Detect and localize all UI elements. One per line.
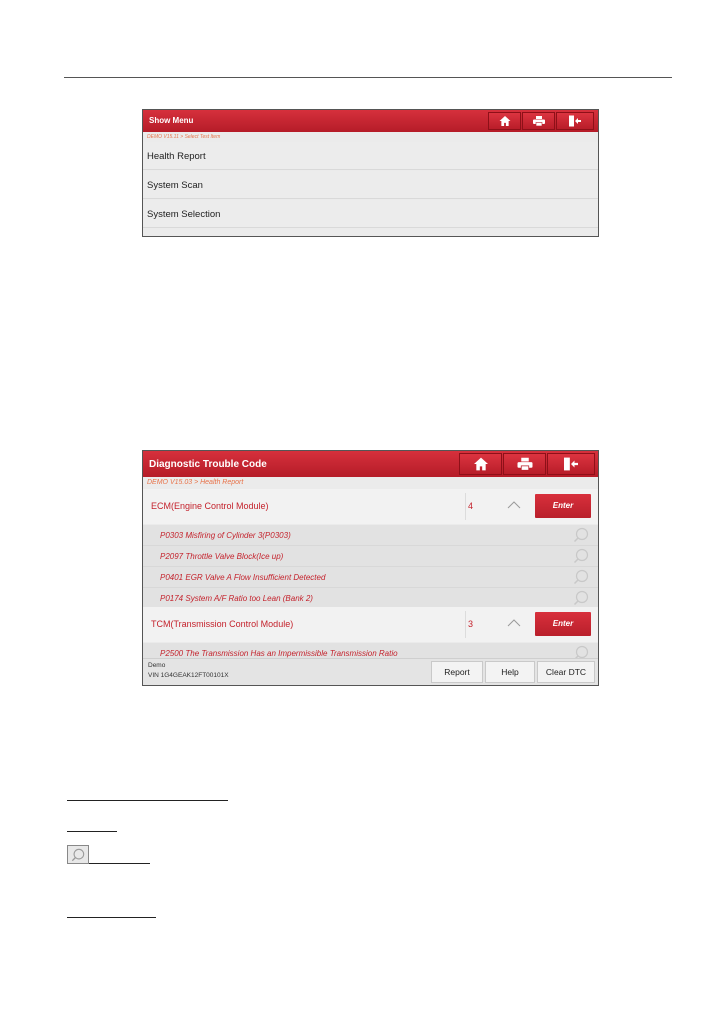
enter-button[interactable]: Enter [535,494,591,518]
print-button[interactable] [522,112,555,130]
dtc-text: P2500 The Transmission Has an Impermissible Transmission Ratio [160,649,398,658]
vin-label: VIN 1G4GEAK12FT00101X [148,672,229,679]
show-menu-title: Show Menu [149,116,194,125]
system-name: ECM(Engine Control Module) [151,501,269,511]
show-menu-header [143,110,598,132]
exit-button[interactable] [547,453,595,475]
system-row-tcm[interactable] [143,607,598,642]
dtc-text: P0303 Misfiring of Cylinder 3(P0303) [160,531,291,540]
dtc-text: P0174 System A/F Ratio too Lean (Bank 2) [160,594,313,603]
magnifier-icon[interactable] [573,527,589,543]
underline [89,863,150,864]
dtc-footer [143,658,598,685]
menu-item-system-selection[interactable] [143,200,598,228]
print-icon [533,116,545,126]
exit-button[interactable] [556,112,594,130]
system-row-ecm[interactable] [143,489,598,524]
home-button[interactable] [488,112,521,130]
chevron-up-icon[interactable] [507,619,521,627]
home-button[interactable] [459,453,502,475]
report-button[interactable]: Report [431,661,483,683]
dtc-row[interactable] [143,567,598,588]
breadcrumb: DEMO V15.11 > Select Test Item [147,134,221,140]
print-icon [517,458,532,471]
clear-dtc-button[interactable]: Clear DTC [537,661,595,683]
underline [67,917,156,918]
demo-label: Demo [148,662,166,669]
chevron-up-icon[interactable] [507,501,521,509]
dtc-title: Diagnostic Trouble Code [149,459,267,470]
menu-item-label: System Scan [147,180,203,191]
magnifier-icon[interactable] [573,569,589,585]
underline [67,831,117,832]
dtc-screenshot [142,450,599,686]
divider [465,611,466,638]
exit-icon [569,116,581,127]
help-button[interactable]: Help [485,661,535,683]
divider [465,493,466,520]
magnifier-icon-box [67,845,89,864]
dtc-count: 4 [468,501,474,511]
show-menu-screenshot [142,109,599,237]
dtc-count: 3 [468,619,474,629]
menu-item-label: Health Report [147,151,206,162]
home-icon [474,458,488,471]
breadcrumb: DEMO V15.03 > Health Report [147,479,244,486]
dtc-row[interactable] [143,525,598,546]
magnifier-icon[interactable] [573,590,589,606]
system-name: TCM(Transmission Control Module) [151,619,294,629]
dtc-text: P2097 Throttle Valve Block(Ice up) [160,552,284,561]
dtc-header [143,451,598,477]
exit-icon [564,458,578,471]
dtc-row[interactable] [143,546,598,567]
page-header-rule [64,77,672,78]
menu-item-health-report[interactable] [143,142,598,170]
dtc-text: P0401 EGR Valve A Flow Insufficient Detected [160,573,326,582]
underline [67,800,228,801]
enter-button[interactable]: Enter [535,612,591,636]
menu-item-system-scan[interactable] [143,171,598,199]
magnifier-icon[interactable] [573,548,589,564]
menu-item-label: System Selection [147,209,221,220]
dtc-row[interactable] [143,588,598,609]
print-button[interactable] [503,453,546,475]
magnifier-icon [71,848,85,862]
home-icon [499,116,510,126]
